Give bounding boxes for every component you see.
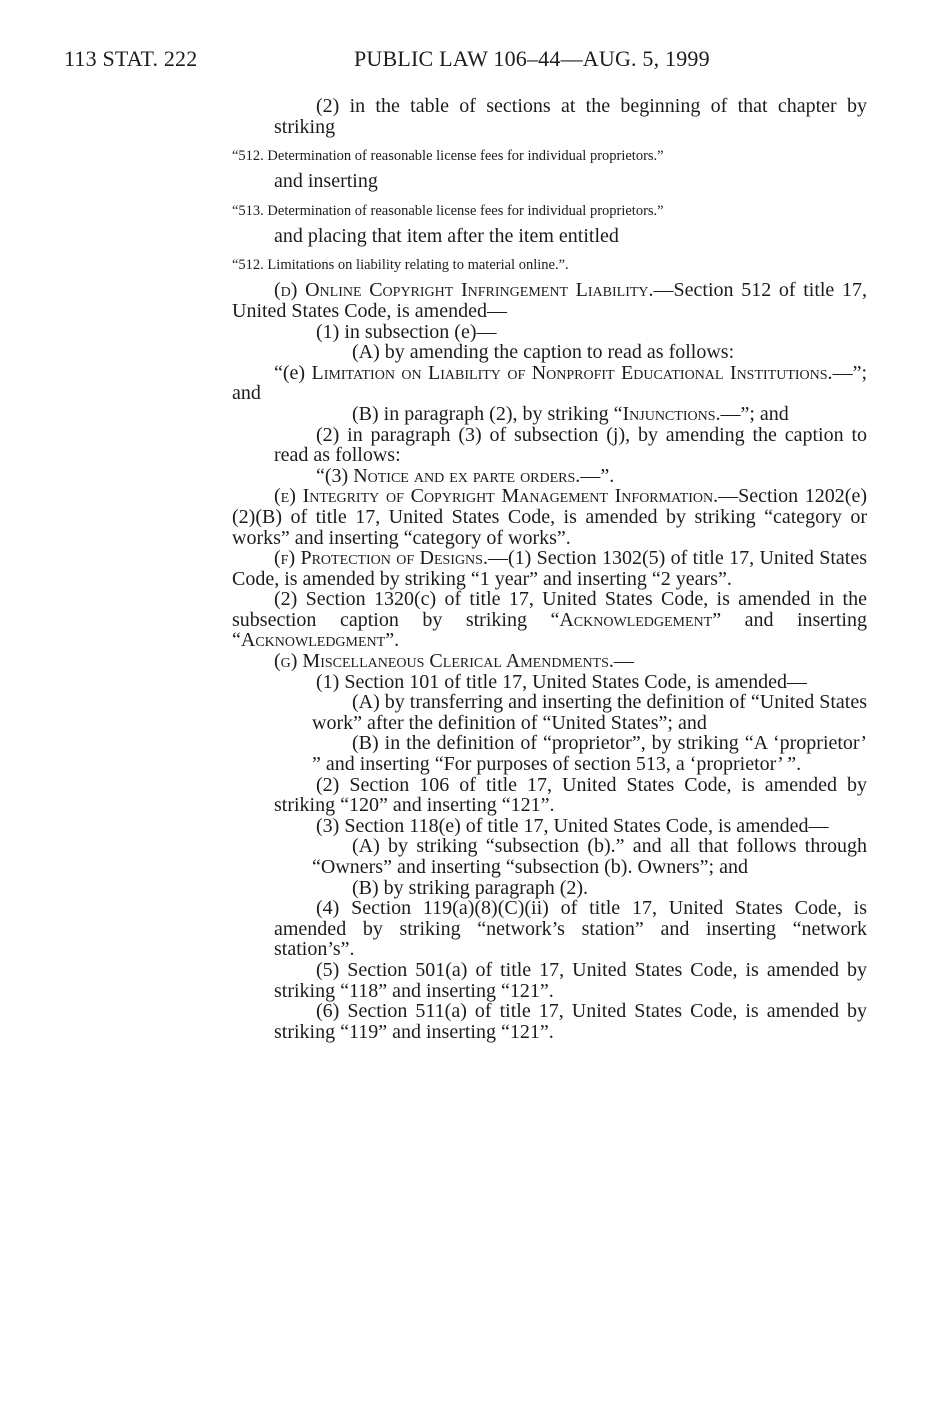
subsection-g-1-A: (A) by transferring and inserting the definition of “United States work” after the definition of “United States”; and [312,691,867,734]
text: —”; and [720,402,789,425]
section-item-512-struck: “512. Determination of reasonable license fees for individual proprietors.” [232,148,664,165]
placing-text: and placing that item after the item entitled [274,224,619,247]
page-header [64,46,894,76]
subsection-d [232,280,867,321]
subsection-g [232,651,867,672]
dash: — [613,650,634,673]
caption-injunctions: Injunctions. [622,402,721,425]
public-law-title: PUBLIC LAW 106–44—AUG. 5, 1999 [354,46,710,71]
text: (2) Section 1320(c) of title 17, United States Code, is amended in the subsection caption by striking “ [232,588,867,631]
subsection-d-heading: (d) Online Copyright Infringement Liability. [274,279,654,302]
subsection-g-6: (6) Section 511(a) of title 17, United States Code, is amended by striking “119” and inserting “121”. [274,1000,867,1043]
subsection-g-3-A: (A) by striking “subsection (b).” and all that follows through “Owners” and inserting “subsection (b). Owners”; and [312,835,867,878]
subsection-e-heading: (e) Integrity of Copyright Management Information. [274,485,719,508]
text: (B) in paragraph (2), by striking “ [352,402,623,425]
quote-close: —”. [580,464,615,487]
statute-page-number: 113 STAT. 222 [64,46,198,71]
subsection-d-1-A: (A) by amending the caption to read as follows: [352,341,735,364]
caption-notice-ex-parte: Notice and ex parte orders. [353,464,581,487]
section-item-512-limitations: “512. Limitations on liability relating to material online.”. [232,257,569,274]
subsection-g-3-B: (B) by striking paragraph (2). [352,876,589,899]
subsection-d-1-B [232,404,867,425]
subsection-f-2 [232,589,867,651]
subsection-f-heading: (f) Protection of Designs. [274,547,488,570]
subsection-e-text: —Section 1202(e)(2)(B) of title 17, United States Code, is amended by striking “category or works” and inserting “category of works”. [232,485,867,549]
word-acknowledgement: Acknowledgement [559,608,713,631]
section-item-513-inserted: “513. Determination of reasonable license fees for individual proprietors.” [232,202,664,219]
text: ”. [385,629,400,652]
subsection-f-text: —(1) Section 1302(5) of title 17, United States Code, is amended by striking “1 year” and inserting “2 years”. [232,547,867,590]
paragraph-2-table-of-sections: (2) in the table of sections at the beginning of that chapter by striking [274,95,867,138]
quote-open: “(e) [274,361,312,384]
subsection-g-heading: (g) Miscellaneous Clerical Amendments. [274,650,614,673]
subsection-d-2: (2) in paragraph (3) of subsection (j), by amending the caption to read as follows: [274,423,867,467]
subsection-f [232,548,867,589]
word-acknowledgment: Acknowledgment [240,629,386,652]
subsection-d-2-caption [232,466,867,487]
text: ” and inserting “ [232,608,867,652]
subsection-g-1-B: (B) in the definition of “proprietor”, by striking “A ‘proprietor’ ” and inserting “For purposes of section 513, a ‘proprietor’ ”. [312,732,867,776]
subsection-d-text: —Section 512 of title 17, United States Code, is amended— [232,279,867,322]
subsection-g-4: (4) Section 119(a)(8)(C)(ii) of title 17, United States Code, is amended by striking “network’s station” and inserting “network station’s”. [274,897,867,961]
subsection-d-1: (1) in subsection (e)— [316,320,497,343]
subsection-g-3: (3) Section 118(e) of title 17, United States Code, is amended— [316,814,829,837]
document-body [232,96,867,1042]
and-inserting-text: and inserting [274,170,378,193]
caption-limitation-liability: Limitation on Liability of Nonprofit Educational Institutions. [311,361,833,384]
subsection-g-2: (2) Section 106 of title 17, United States Code, is amended by striking “120” and inserting “121”. [274,773,867,817]
subsection-d-caption-quote [232,363,867,404]
subsection-g-1: (1) Section 101 of title 17, United States Code, is amended— [316,670,808,693]
subsection-g-5: (5) Section 501(a) of title 17, United States Code, is amended by striking “118” and inserting “121”. [274,958,867,1002]
subsection-e [232,486,867,548]
quote-open: “(3) [316,464,354,487]
quote-close: —”; and [232,361,867,405]
